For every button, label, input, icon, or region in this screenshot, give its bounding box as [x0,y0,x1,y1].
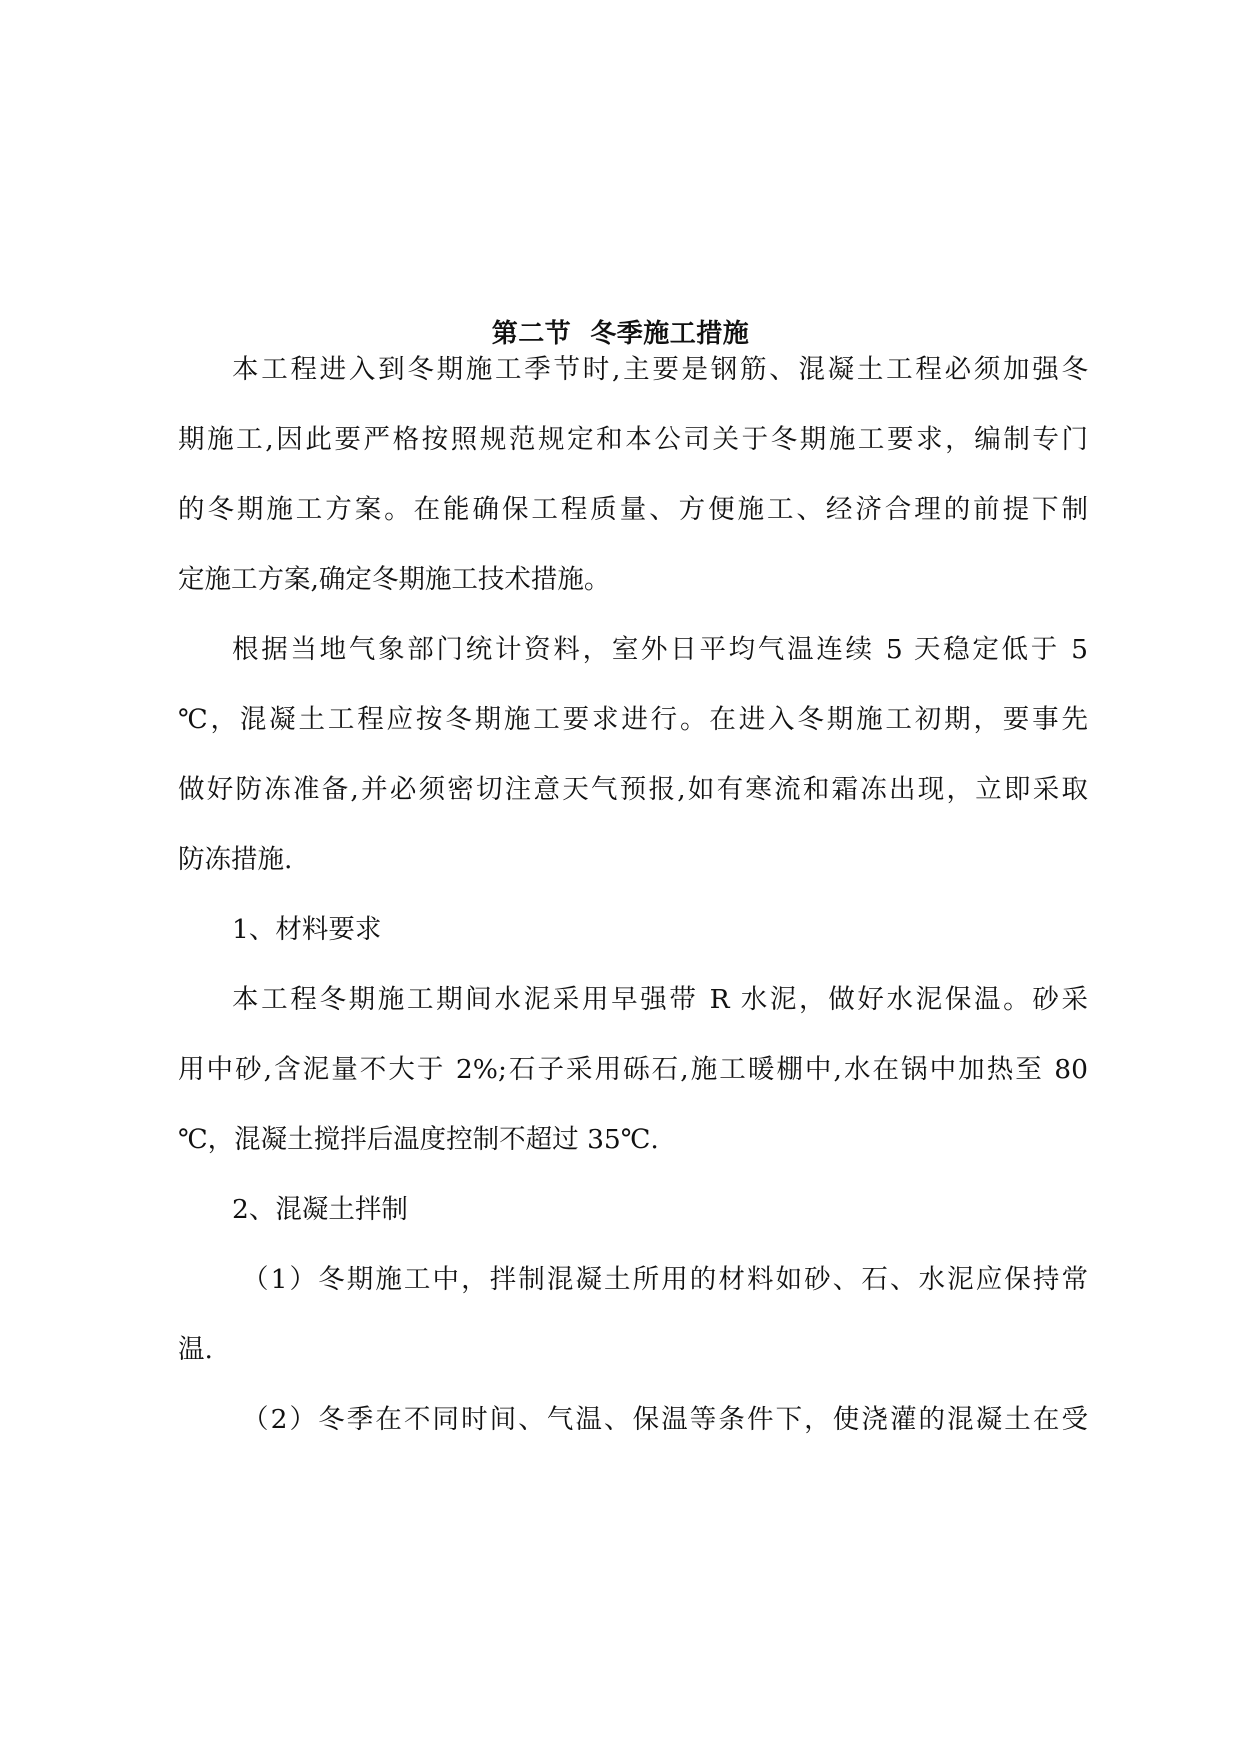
subsection-heading: 1、材料要求 [232,914,382,945]
paragraph-line: 根据当地气象部门统计资料，室外日平均气温连续 5 天稳定低于 5 [232,634,1088,665]
paragraph-line: 定施工方案,确定冬期施工技术措施。 [178,564,611,595]
paragraph-line: 防冻措施. [178,844,293,875]
paragraph-line: ℃，混凝土搅拌后温度控制不超过 35℃. [178,1124,659,1155]
list-item-line: （1）冬期施工中，拌制混凝土所用的材料如砂、石、水泥应保持常 [242,1264,1088,1295]
list-item-line: 温. [178,1334,213,1365]
paragraph-line: 本工程进入到冬期施工季节时,主要是钢筋、混凝土工程必须加强冬 [232,354,1088,385]
section-heading: 第二节 冬季施工措施 [491,319,750,349]
paragraph-line: 期施工,因此要严格按照规范规定和本公司关于冬期施工要求，编制专门 [178,424,1088,455]
paragraph-line: ℃，混凝土工程应按冬期施工要求进行。在进入冬期施工初期，要事先 [178,704,1088,735]
paragraph-line: 用中砂,含泥量不大于 2%;石子采用砾石,施工暖棚中,水在锅中加热至 80 [178,1054,1088,1085]
list-item-line: （2）冬季在不同时间、气温、保温等条件下，使浇灌的混凝土在受 [242,1404,1088,1435]
paragraph-line: 本工程冬期施工期间水泥采用早强带 R 水泥，做好水泥保温。砂采 [232,984,1088,1015]
paragraph-line: 的冬期施工方案。在能确保工程质量、方便施工、经济合理的前提下制 [178,494,1088,525]
paragraph-line: 做好防冻准备,并必须密切注意天气预报,如有寒流和霜冻出现，立即采取 [178,774,1088,805]
subsection-heading: 2、混凝土拌制 [232,1194,408,1225]
